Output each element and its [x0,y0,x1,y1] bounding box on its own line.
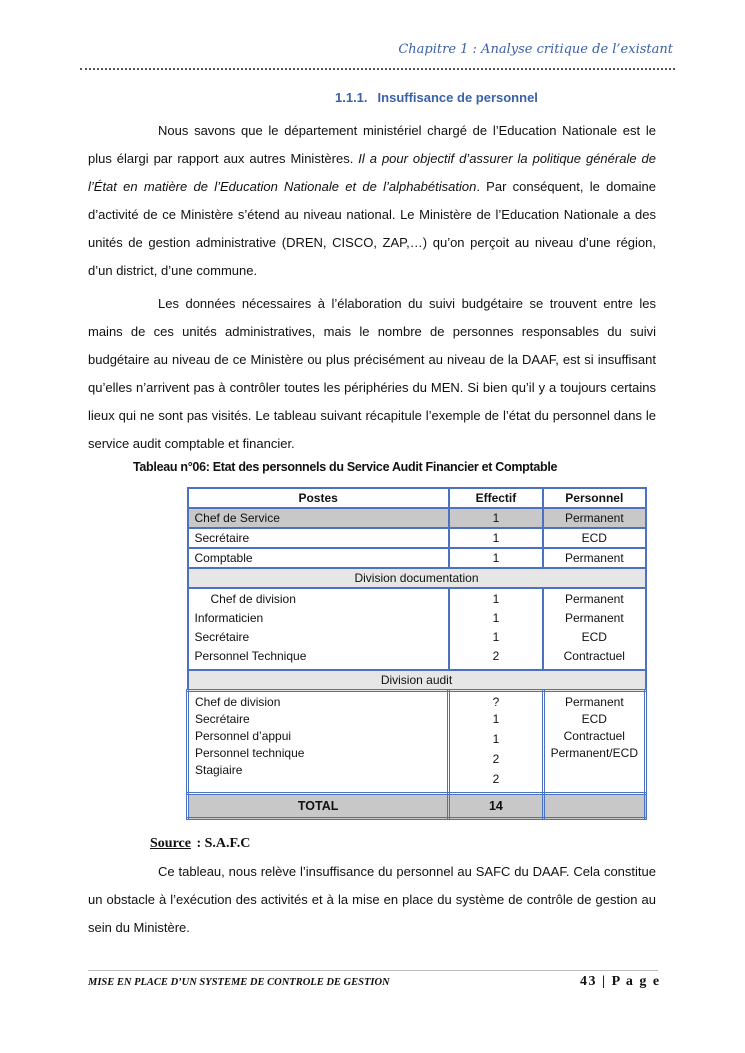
chapter-header: Chapitre 1 : Analyse critique de l’existant [398,42,673,57]
poste: Chef de division [195,695,281,709]
effectif: 1 [492,712,500,726]
poste: Chef de division [210,592,296,606]
division-row [188,670,646,691]
personnel: Contractuel [563,649,625,663]
effectif: 1 [492,630,500,644]
total-value: 14 [449,794,543,819]
table-row [188,691,646,794]
effectif: 2 [492,649,500,663]
personnel: Permanent [564,611,624,625]
cell-postes [188,691,449,794]
division-audit: Division audit [188,670,646,691]
header-divider [80,68,675,70]
source-value: S.A.F.C [204,836,251,851]
cell-personnels [543,588,645,670]
page-number: 43 | P a g e [580,974,661,989]
cell-poste: Chef de Service [188,508,449,528]
footer-title: MISE EN PLACE D’UN SYSTEME DE CONTROLE DE GESTION [88,977,390,988]
source-line [150,836,250,852]
table-row [188,508,646,528]
effectif: 1 [492,732,500,746]
table-caption: Tableau n°06: Etat des personnels du Service Audit Financier et Comptable [133,460,558,474]
p2-text: Les données nécessaires à l’élaboration du suivi budgétaire se trouvent entre les mains de ces unités administratives, mais le nombre de personnes responsables du suivi budgétaire au niveau de ce Ministère ou plus précisément au niveau de la DAAF, est si insuffisant qu’elles n’arrivent pas à contrôler toutes les périphéries du MEN. Si bien qu’il y a toujours certains lieux qui ne sont pas visités. Le tableau suivant récapitule l’exemple de l’état du personnel dans le service audit comptable et financier. [88,296,656,451]
cell-personnel: Permanent [543,508,645,528]
total-row [188,794,646,819]
poste: Personnel technique [195,746,305,760]
effectif: 1 [492,611,500,625]
personnel: Permanent [564,592,624,606]
table-row [188,528,646,548]
total-empty [543,794,645,819]
cell-personnel: Permanent [543,548,645,568]
cell-effectif: 1 [449,548,543,568]
col-header-personnel: Personnel [543,488,645,508]
effectif: ? [492,695,500,709]
personnel-table [186,487,647,820]
effectif: 1 [492,592,500,606]
section-heading [335,90,548,105]
poste: Stagiaire [195,763,243,777]
p1-text-end: . Par conséquent, le domaine d’activité de ce Ministère s’étend au niveau national. Le Ministère de l’Education Nationale a des unités de gestion administrative (DREN, CISCO, ZAP,…) qu’on perçoit au niveau d’une région, d’un district, d’une commune. [88,179,657,278]
cell-postes [188,588,449,670]
personnel: ECD [581,630,607,644]
table-row [188,548,646,568]
total-label: TOTAL [188,794,449,819]
personnel: Permanent/ECD [550,746,638,760]
source-label: Source [150,836,191,851]
division-row [188,568,646,588]
col-header-postes: Postes [188,488,449,508]
section-number: 1.1.1. [335,90,368,105]
personnel: ECD [581,712,607,726]
poste: Personnel d’appui [195,729,292,743]
col-header-effectif: Effectif [449,488,543,508]
footer-divider [88,970,658,971]
cell-effectifs [449,588,543,670]
cell-personnel: ECD [543,528,645,548]
source-sep: : [192,836,205,851]
poste: Personnel Technique [194,649,307,663]
effectif: 2 [492,772,500,786]
cell-poste: Comptable [188,548,449,568]
paragraph-1 [88,117,656,285]
personnel: Permanent [564,695,624,709]
paragraph-3 [88,858,656,942]
poste: Informaticien [194,611,264,625]
section-title: Insuffisance de personnel [377,90,538,105]
cell-poste: Secrétaire [188,528,449,548]
cell-personnels [543,691,645,794]
cell-effectif: 1 [449,528,543,548]
poste: Secrétaire [194,630,250,644]
personnel: Contractuel [563,729,625,743]
cell-effectif: 1 [449,508,543,528]
p3-text: Ce tableau, nous relève l’insuffisance du personnel au SAFC du DAAF. Cela constitue un obstacle à l’exécution des activités et à la mise en place du système de contrôle de gestion au sein du Ministère. [88,864,656,935]
effectif: 2 [492,752,500,766]
poste: Secrétaire [195,712,250,726]
cell-effectifs [449,691,543,794]
p1-italic: Il a pour objectif d’assurer la politique générale de l’État en matière de l’Education Nationale et de l’alphabétisation [88,151,656,194]
paragraph-2 [88,290,656,458]
division-documentation: Division documentation [188,568,646,588]
p1-text: Nous savons que le département ministériel chargé de l’Education Nationale est le plus élargi par rapport aux autres Ministères. [88,123,656,166]
table-row [188,588,646,670]
